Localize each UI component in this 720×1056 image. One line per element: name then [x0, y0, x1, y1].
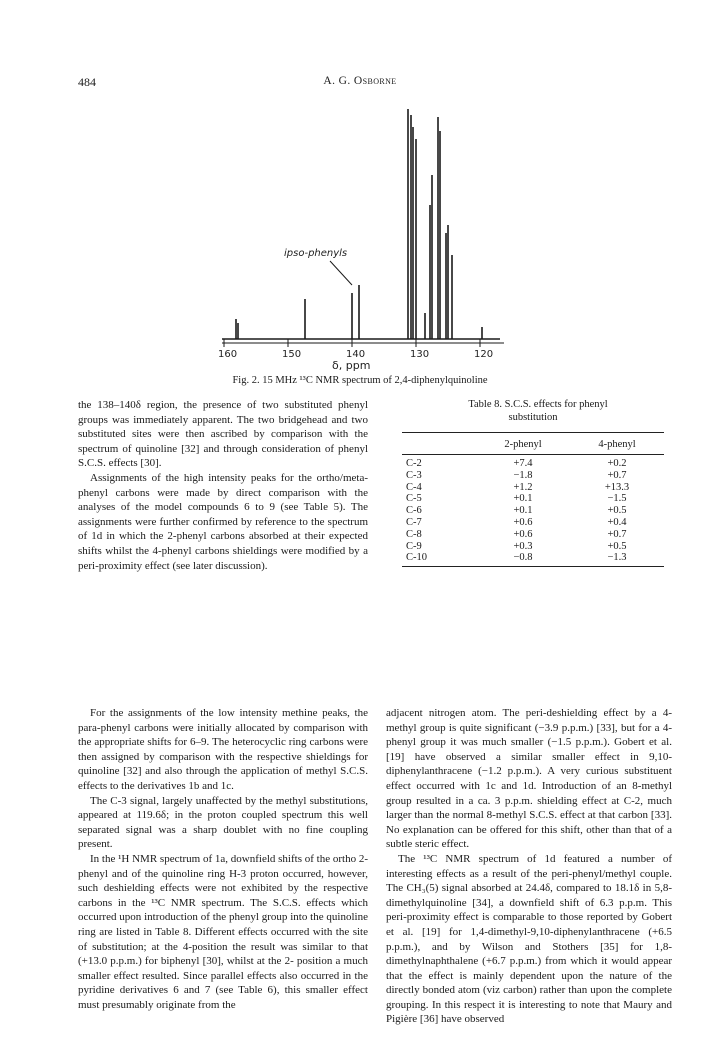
table-header-2-phenyl: 2-phenyl [476, 437, 570, 455]
paragraph: the 138–140δ region, the presence of two substituted phenyl groups was immediately apparent. The two bridgehead and two substituted sites were then ascribed by comparison with the spectrum of quinoline [32] and through consideration of phenyl S.C.S. effects [30]. [78, 399, 368, 470]
figure-caption: Fig. 2. 15 MHz ¹³C NMR spectrum of 2,4-diphenylquinoline [232, 375, 488, 386]
ipso-phenyls-label: ipso-phenyls [284, 248, 348, 259]
x-axis [218, 339, 504, 372]
tick-label-130: 130 [410, 349, 430, 360]
table-cell: +0.6 [513, 528, 533, 540]
table-caption-line-2: substitution [508, 412, 558, 423]
nmr-spectrum-figure [180, 105, 530, 373]
table-cell-label: C-7 [406, 516, 422, 528]
scs-table [402, 432, 664, 567]
table-header-4-phenyl: 4-phenyl [570, 437, 664, 455]
table-caption-line-1: Table 8. S.C.S. effects for phenyl [468, 399, 608, 410]
table-row [402, 505, 664, 517]
table-8 [402, 398, 664, 567]
table-row [402, 493, 664, 505]
paragraph: The C-3 signal, largely unaffected by the methyl substitutions, appeared at 119.6δ; in the proton coupled spectrum this well separated signal was a sharp doublet with no fine coupling present. [78, 794, 368, 851]
table-cell: +1.2 [513, 481, 533, 493]
table-cell: +0.5 [607, 540, 627, 552]
table-row [402, 470, 664, 482]
table-cell: −0.8 [476, 552, 570, 566]
table-cell: −1.3 [570, 552, 664, 566]
tick-label-160: 160 [218, 349, 238, 360]
table-cell-label: C-6 [406, 505, 422, 517]
table-row [402, 482, 664, 494]
table-cell-label: C-10 [402, 552, 476, 566]
table-cell-label: C-9 [406, 540, 422, 552]
table-cell-label: C-5 [406, 493, 422, 505]
table-cell: +0.5 [607, 505, 627, 517]
table-cell: +0.7 [607, 469, 627, 481]
table-cell: +7.4 [513, 458, 533, 469]
table-cell: +0.6 [513, 516, 533, 528]
table-cell: +0.2 [607, 458, 627, 469]
table-row [402, 529, 664, 541]
table-cell: +13.3 [604, 481, 630, 493]
page-number: 484 [78, 75, 96, 89]
table-cell: +0.1 [513, 505, 533, 517]
paragraph: The ¹³C NMR spectrum of 1d featured a number of interesting effects as a result of the peri-phenyl/methyl couple. The CH₃(5) signal absorbed at 24.4δ, compared to 18.1δ in 5,8-dimethylquinoline [34], a downfield shift of 6.3 p.p.m. This peri-proximity effect is comparable to those reported by Gobert et al. [19] for 1,4-dimethyl-9,10-diphenylanthracene (+6.5 p.p.m.), and by Wilson and Stothers [35] for 1,8-dimethylnaphthalene (+6.7 p.p.m.) from which it would appear that the effect is mainly dependent upon the nature of the directly bonded atom (viz carbon) rather than upon the complete grouping. In this respect it is interesting to note that Maury and Pigière [36] have observed [386, 852, 672, 1026]
table-row [402, 455, 664, 470]
table-row [402, 517, 664, 529]
table-cell: +0.7 [607, 528, 627, 540]
table-cell-label: C-2 [406, 458, 422, 469]
table-header-blank [402, 437, 476, 455]
annotation-arrow [330, 261, 352, 285]
table-cell-label: C-8 [406, 528, 422, 540]
left-column-top [78, 398, 368, 573]
table-caption [402, 398, 664, 424]
spectrum-peaks [236, 109, 482, 339]
table-cell: +0.3 [513, 540, 533, 552]
tick-label-150: 150 [282, 349, 302, 360]
paragraph: adjacent nitrogen atom. The peri-deshielding effect by a 4-methyl group is quite significant (−3.9 p.p.m.) [33], but for a 4-phenyl group it was much smaller (−1.5 p.p.m.). Gobert et al. [19] have observed a similar smaller effect in 9,10-diphenylanthracene (−1.2 p.p.m.). A very curious substituent effect occurred with 1c and 1d. Introduction of an 8-methyl group resulted in a ca. 3 p.p.m. shielding effect at C-2, much larger than the normal 8-methyl S.C.S. effect at that carbon [33]. No explanation can be offered for this shift, other than that of a subtle steric effect. [386, 707, 672, 851]
tick-label-120: 120 [474, 349, 494, 360]
table-cell-label: C-3 [406, 469, 422, 481]
paragraph: For the assignments of the low intensity methine peaks, the para-phenyl carbons were initially allocated by comparison with the appropriate shifts for 6–9. The heterocyclic ring carbons were then assigned by comparison with the respective shieldings for quinoline [32] and also through the application of methyl S.C.S. effects to the derivatives 1b and 1c. [78, 707, 368, 792]
paragraph: Assignments of the high intensity peaks for the ortho/meta-phenyl carbons were made by direct comparison with the analyses of the model compounds 6 to 9 (see Table 5). The assignments were further confirmed by reference to the spectrum of 1d in which the 2-phenyl carbons absorbed at their expected shifts whilst the 4-phenyl carbons shieldings were modified by a peri-proximity effect (see later discussion). [78, 471, 368, 572]
left-column-bottom [78, 706, 368, 1012]
right-column [386, 706, 672, 1027]
table-cell-label: C-4 [406, 481, 422, 493]
tick-label-140: 140 [346, 349, 366, 360]
table-row [402, 541, 664, 553]
table-cell: +0.4 [607, 516, 627, 528]
paragraph: In the ¹H NMR spectrum of 1a, downfield shifts of the ortho 2-phenyl and of the quinoline ring H-3 proton occurred, however, such deshielding effects were not exhibited by the respective carbons in the ¹³C NMR spectrum. The S.C.S. effects which occurred upon introduction of the phenyl group into the quinoline ring are listed in Table 8. Different effects occurred with the site of substitution; at the 4-position the result was similar to that (+13.0 p.p.m.) for biphenyl [30], whilst at the 2- position a much smaller effect resulted. Since parallel effects also occurred in the pyridine derivatives 6 and 7 (see Table 6), this smaller effect must presumably originate from the [78, 852, 368, 1011]
axis-title: δ, ppm [332, 359, 371, 372]
table-row [402, 552, 664, 566]
table-cell: −1.5 [607, 493, 627, 505]
running-head: A. G. Osborne [323, 75, 397, 87]
table-cell: +0.1 [513, 493, 533, 505]
table-cell: −1.8 [513, 469, 533, 481]
